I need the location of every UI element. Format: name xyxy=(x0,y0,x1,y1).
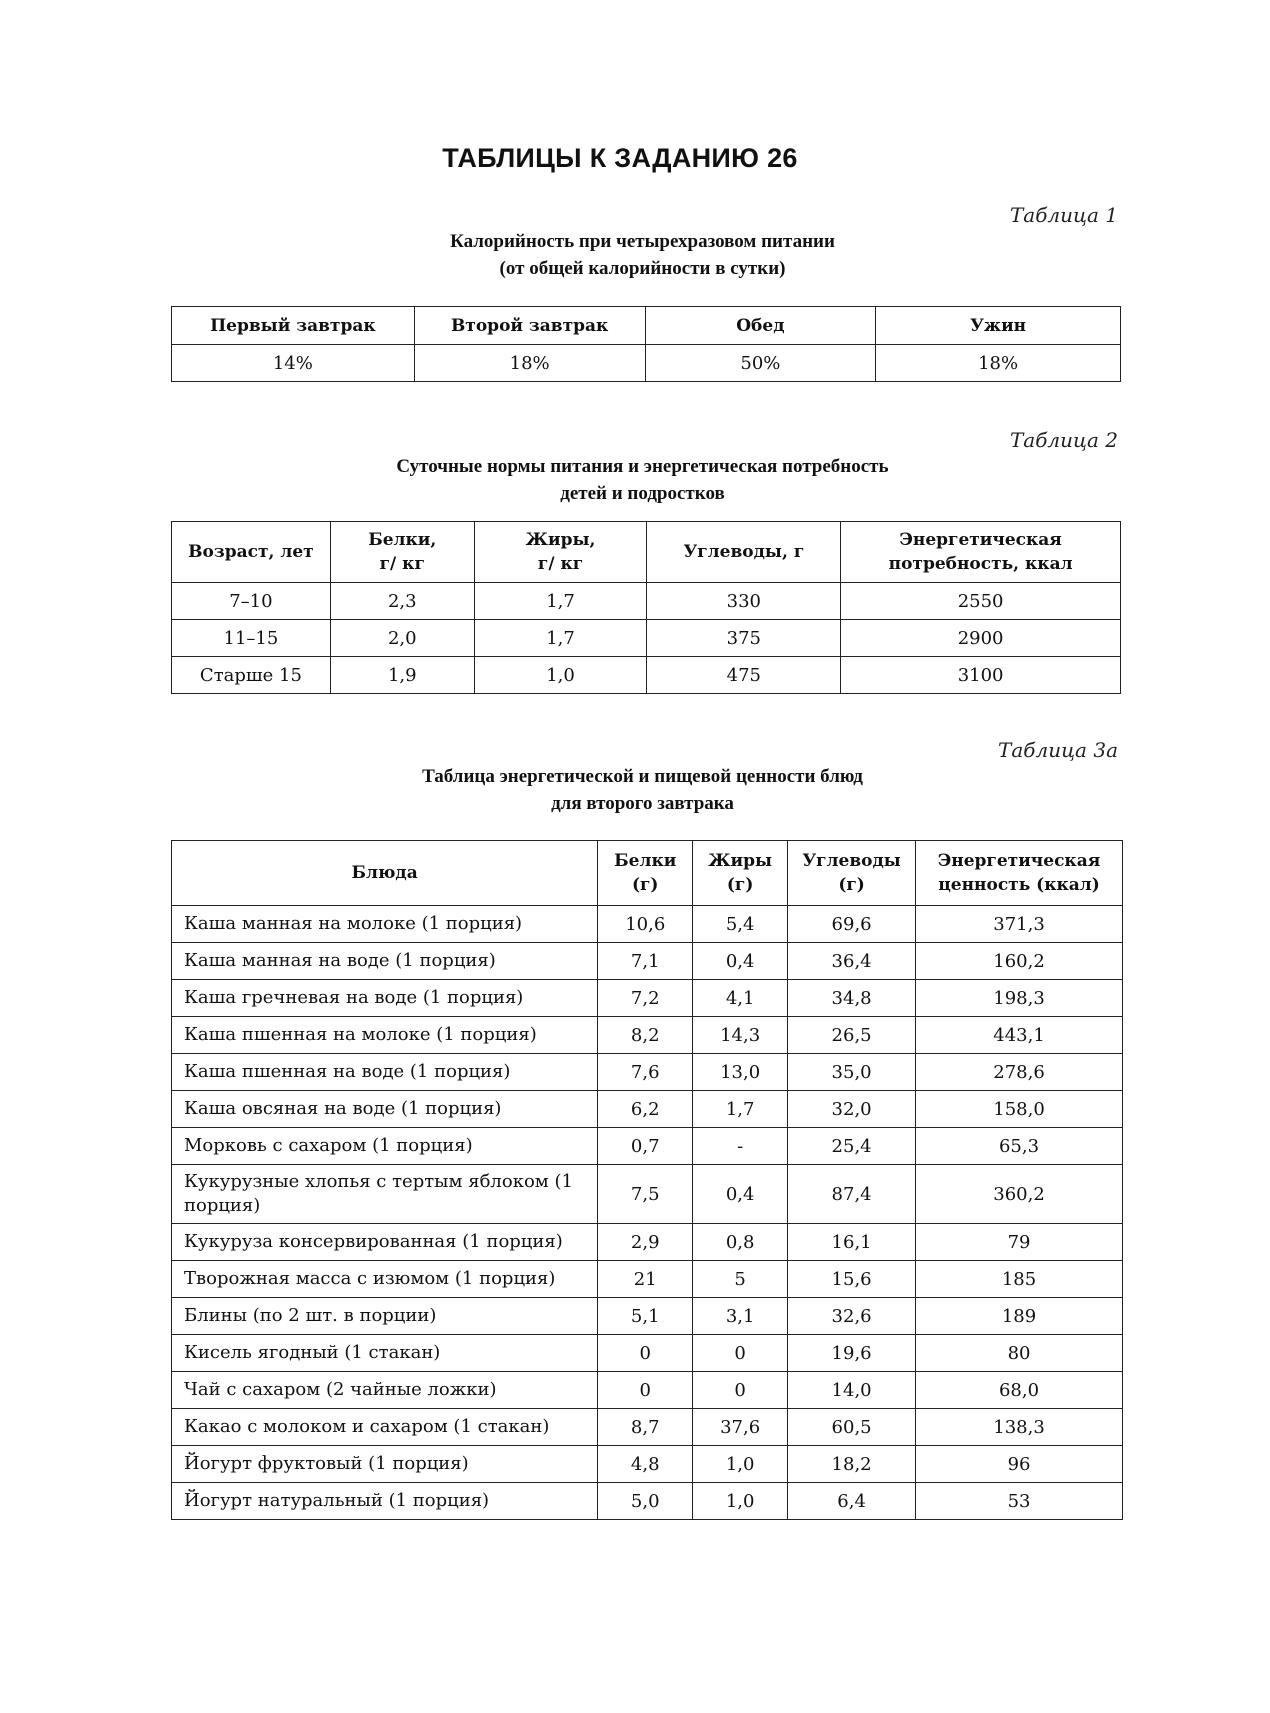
table-cell: 3,1 xyxy=(693,1298,788,1335)
dish-name-cell: Йогурт фруктовый (1 порция) xyxy=(172,1446,598,1483)
table-cell: 0,7 xyxy=(598,1128,693,1165)
table-cell: 7–10 xyxy=(172,583,331,620)
table1-meal-calories xyxy=(171,306,1121,382)
table-cell: 80 xyxy=(916,1335,1123,1372)
table-cell: 37,6 xyxy=(693,1409,788,1446)
table-cell: 8,2 xyxy=(598,1017,693,1054)
dish-name-cell: Кукурузные хлопья с тертым яблоком (1 порция) xyxy=(172,1165,598,1224)
table-cell: 35,0 xyxy=(788,1054,916,1091)
column-header: Второй завтрак xyxy=(414,307,645,345)
table-cell: 2,9 xyxy=(598,1224,693,1261)
column-header: Обед xyxy=(645,307,876,345)
table-cell: 189 xyxy=(916,1298,1123,1335)
table1-caption-line: (от общей калорийности в сутки) xyxy=(499,258,786,279)
table-header-row xyxy=(172,841,1123,906)
table-cell: 371,3 xyxy=(916,906,1123,943)
table-cell: 0,4 xyxy=(693,1165,788,1224)
table-cell: 14,0 xyxy=(788,1372,916,1409)
table-cell: 2550 xyxy=(841,583,1121,620)
table1-caption-line: Калорийность при четырехразовом питании xyxy=(450,231,835,252)
dish-name-cell: Чай с сахаром (2 чайные ложки) xyxy=(172,1372,598,1409)
dish-name-cell: Каша манная на воде (1 порция) xyxy=(172,943,598,980)
table-cell: 160,2 xyxy=(916,943,1123,980)
table-row xyxy=(172,906,1123,943)
table-cell: 18% xyxy=(414,345,645,382)
table-cell: 10,6 xyxy=(598,906,693,943)
table-cell: 0,4 xyxy=(693,943,788,980)
table-cell: 11–15 xyxy=(172,620,331,657)
table-cell: 0 xyxy=(693,1372,788,1409)
table-cell: 5,0 xyxy=(598,1483,693,1520)
table-cell: 34,8 xyxy=(788,980,916,1017)
table2-daily-norms xyxy=(171,521,1121,694)
table-cell: 1,0 xyxy=(474,657,647,694)
dish-name-cell: Каша гречневая на воде (1 порция) xyxy=(172,980,598,1017)
table-cell: 2,3 xyxy=(330,583,474,620)
table-cell: 15,6 xyxy=(788,1261,916,1298)
column-header: Жиры, г/ кг xyxy=(474,522,647,583)
table-cell: 375 xyxy=(647,620,841,657)
table-row xyxy=(172,1091,1123,1128)
table1-caption xyxy=(170,228,1115,282)
dish-name-cell: Кисель ягодный (1 стакан) xyxy=(172,1335,598,1372)
table-cell: 79 xyxy=(916,1224,1123,1261)
column-header: Ужин xyxy=(876,307,1121,345)
table-cell: 330 xyxy=(647,583,841,620)
table-cell: 198,3 xyxy=(916,980,1123,1017)
column-header: Углеводы, г xyxy=(647,522,841,583)
table3-caption-line: Таблица энергетической и пищевой ценности блюд xyxy=(422,766,863,787)
table-cell: - xyxy=(693,1128,788,1165)
table-cell: 32,6 xyxy=(788,1298,916,1335)
table-cell: 3100 xyxy=(841,657,1121,694)
column-header: Белки (г) xyxy=(598,841,693,906)
table-row xyxy=(172,943,1123,980)
table-cell: 36,4 xyxy=(788,943,916,980)
table-cell: 21 xyxy=(598,1261,693,1298)
table2-caption-line: Суточные нормы питания и энергетическая потребность xyxy=(396,456,889,477)
table-row xyxy=(172,980,1123,1017)
page-title: ТАБЛИЦЫ К ЗАДАНИЮ 26 xyxy=(442,143,798,173)
table-row xyxy=(172,1446,1123,1483)
dish-name-cell: Каша пшенная на воде (1 порция) xyxy=(172,1054,598,1091)
table-cell: 5 xyxy=(693,1261,788,1298)
dish-name-cell: Творожная масса с изюмом (1 порция) xyxy=(172,1261,598,1298)
table-cell: 0 xyxy=(598,1372,693,1409)
table-cell: 7,2 xyxy=(598,980,693,1017)
column-header: Энергетическая ценность (ккал) xyxy=(916,841,1123,906)
table2-caption-line: детей и подростков xyxy=(560,483,725,504)
table-cell: 360,2 xyxy=(916,1165,1123,1224)
table-cell: 2900 xyxy=(841,620,1121,657)
table-cell: 18,2 xyxy=(788,1446,916,1483)
table-cell: 1,0 xyxy=(693,1483,788,1520)
table-row xyxy=(172,1409,1123,1446)
table-cell: 18% xyxy=(876,345,1121,382)
dish-name-cell: Блины (по 2 шт. в порции) xyxy=(172,1298,598,1335)
table-cell: 14,3 xyxy=(693,1017,788,1054)
table-row xyxy=(172,1165,1123,1224)
table-cell: 60,5 xyxy=(788,1409,916,1446)
table1-label: Таблица 1 xyxy=(1009,203,1118,227)
table-row xyxy=(172,1017,1123,1054)
table3-dish-nutrition xyxy=(171,840,1123,1520)
dish-name-cell: Каша манная на молоке (1 порция) xyxy=(172,906,598,943)
dish-name-cell: Какао с молоком и сахаром (1 стакан) xyxy=(172,1409,598,1446)
table-cell: 0 xyxy=(598,1335,693,1372)
table-cell: 475 xyxy=(647,657,841,694)
table3-label: Таблица 3а xyxy=(998,738,1118,762)
table2-caption xyxy=(170,453,1115,507)
table-row xyxy=(172,1298,1123,1335)
column-header: Возраст, лет xyxy=(172,522,331,583)
table-cell: 4,1 xyxy=(693,980,788,1017)
table-cell: 8,7 xyxy=(598,1409,693,1446)
table-cell: 138,3 xyxy=(916,1409,1123,1446)
table-cell: 2,0 xyxy=(330,620,474,657)
table-row xyxy=(172,345,1121,382)
table-cell: 443,1 xyxy=(916,1017,1123,1054)
column-header: Первый завтрак xyxy=(172,307,415,345)
table-cell: 13,0 xyxy=(693,1054,788,1091)
table-cell: 26,5 xyxy=(788,1017,916,1054)
table-cell: 96 xyxy=(916,1446,1123,1483)
table-cell: 185 xyxy=(916,1261,1123,1298)
table-row xyxy=(172,583,1121,620)
table-cell: 32,0 xyxy=(788,1091,916,1128)
table-cell: 53 xyxy=(916,1483,1123,1520)
table-row xyxy=(172,1224,1123,1261)
table-cell: 0,8 xyxy=(693,1224,788,1261)
column-header: Энергетическая потребность, ккал xyxy=(841,522,1121,583)
column-header: Блюда xyxy=(172,841,598,906)
table-row xyxy=(172,657,1121,694)
table-cell: 87,4 xyxy=(788,1165,916,1224)
table-cell: 278,6 xyxy=(916,1054,1123,1091)
table-row xyxy=(172,1483,1123,1520)
table-header-row xyxy=(172,307,1121,345)
table-cell: 1,7 xyxy=(474,620,647,657)
table-row xyxy=(172,1335,1123,1372)
table-row xyxy=(172,620,1121,657)
table-cell: 1,9 xyxy=(330,657,474,694)
dish-name-cell: Кукуруза консервированная (1 порция) xyxy=(172,1224,598,1261)
table-cell: Старше 15 xyxy=(172,657,331,694)
table-cell: 25,4 xyxy=(788,1128,916,1165)
table-row xyxy=(172,1128,1123,1165)
table-cell: 158,0 xyxy=(916,1091,1123,1128)
table3-caption-line: для второго завтрака xyxy=(551,793,734,814)
column-header: Углеводы (г) xyxy=(788,841,916,906)
table-cell: 5,1 xyxy=(598,1298,693,1335)
table-cell: 7,6 xyxy=(598,1054,693,1091)
table-cell: 65,3 xyxy=(916,1128,1123,1165)
table-header-row xyxy=(172,522,1121,583)
dish-name-cell: Морковь с сахаром (1 порция) xyxy=(172,1128,598,1165)
dish-name-cell: Каша пшенная на молоке (1 порция) xyxy=(172,1017,598,1054)
table-cell: 14% xyxy=(172,345,415,382)
column-header: Жиры (г) xyxy=(693,841,788,906)
table-cell: 5,4 xyxy=(693,906,788,943)
table-row xyxy=(172,1372,1123,1409)
table2-label: Таблица 2 xyxy=(1009,428,1118,452)
table-cell: 7,1 xyxy=(598,943,693,980)
table3-caption xyxy=(170,763,1115,817)
table-cell: 6,2 xyxy=(598,1091,693,1128)
table-cell: 4,8 xyxy=(598,1446,693,1483)
table-cell: 68,0 xyxy=(916,1372,1123,1409)
table-cell: 1,7 xyxy=(693,1091,788,1128)
dish-name-cell: Каша овсяная на воде (1 порция) xyxy=(172,1091,598,1128)
table-row xyxy=(172,1261,1123,1298)
table-cell: 1,7 xyxy=(474,583,647,620)
dish-name-cell: Йогурт натуральный (1 порция) xyxy=(172,1483,598,1520)
table-cell: 6,4 xyxy=(788,1483,916,1520)
table-cell: 69,6 xyxy=(788,906,916,943)
table-cell: 0 xyxy=(693,1335,788,1372)
column-header: Белки, г/ кг xyxy=(330,522,474,583)
table-cell: 16,1 xyxy=(788,1224,916,1261)
table-cell: 19,6 xyxy=(788,1335,916,1372)
table-cell: 50% xyxy=(645,345,876,382)
table-cell: 1,0 xyxy=(693,1446,788,1483)
table-cell: 7,5 xyxy=(598,1165,693,1224)
table-row xyxy=(172,1054,1123,1091)
